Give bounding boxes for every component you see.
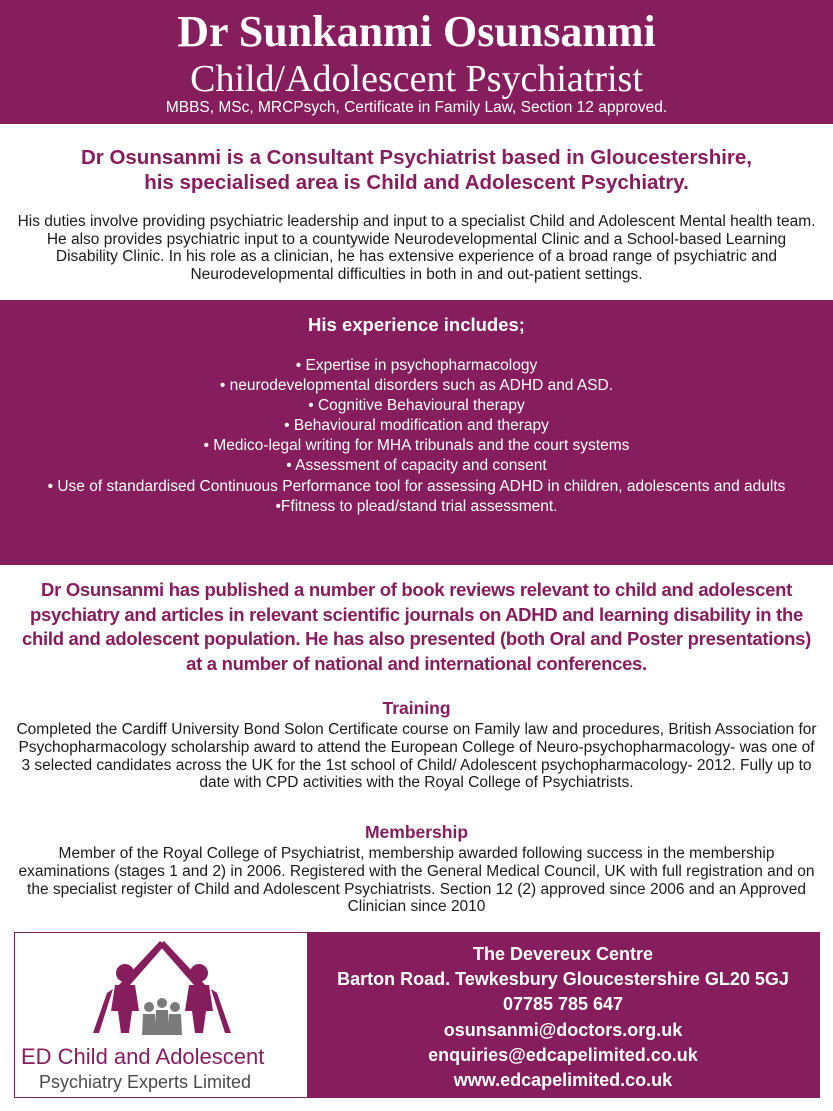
contact-website-link[interactable]: www.edcapelimited.co.uk <box>453 1070 673 1091</box>
contact-email-personal[interactable]: osunsanmi@doctors.org.uk <box>443 1019 683 1040</box>
company-logo <box>15 933 307 1097</box>
experience-panel <box>0 300 833 565</box>
experience-item: • Medico-legal writing for MHA tribunals and the court systems <box>203 437 630 455</box>
training-body: Completed the Cardiff University Bond Solon Certificate course on Family law and procedures, British Association for Psychopharmacology scholarship award to attend the European College of Neuro-psychopharmacology- was one of 3 selected candidates across the UK for the 1st school of Child/ Adolescent psychopharmacology- 2012. Fully up to date with CPD activities with the Royal College of Psychiatrists. <box>16 721 817 792</box>
contact-centre: The Devereux Centre <box>472 944 654 964</box>
experience-item: • Use of standardised Continuous Performance tool for assessing ADHD in children, adolescents and adults <box>47 477 786 495</box>
experience-item: • neurodevelopmental disorders such as ADHD and ASD. <box>219 377 614 395</box>
logo-company-name: ED Child and Adolescent <box>21 1044 265 1069</box>
contact-email-enquiries[interactable]: enquiries@edcapelimited.co.uk <box>428 1044 698 1065</box>
experience-item: • Cognitive Behavioural therapy <box>308 397 525 415</box>
header-banner <box>0 0 833 124</box>
qualifications: MBBS, MSc, MRCPsych, Certificate in Family Law, Section 12 approved. <box>165 99 668 116</box>
contact-phone[interactable]: 07785 785 647 <box>502 994 624 1015</box>
doctor-role: Child/Adolescent Psychiatrist <box>190 58 643 100</box>
membership-body: Member of the Royal College of Psychiatrist, membership awarded following success in the membership examinations (stages 1 and 2) in 2006. Registered with the General Medical Council, UK with full registration and on the specialist register of Child and Adolescent Psychiatrists. Section 12 (2) approved since 2006 and an Approved Clinician since 2010 <box>18 845 815 916</box>
intro-headline-line2: his specialised area is Child and Adolescent Psychiatry. <box>144 171 689 194</box>
contact-address: Barton Road. Tewkesbury Gloucestershire GL20 5GJ <box>337 969 789 990</box>
intro-headline <box>20 145 813 195</box>
experience-heading: His experience includes; <box>308 314 525 335</box>
experience-list <box>0 356 833 517</box>
experience-item: • Behavioural modification and therapy <box>284 417 549 435</box>
family-house-icon <box>15 933 307 1045</box>
experience-item: •Ffitness to plead/stand trial assessment. <box>275 497 558 515</box>
contact-panel <box>307 933 819 1097</box>
training-heading: Training <box>382 698 451 718</box>
experience-item: • Expertise in psychopharmacology <box>295 357 538 374</box>
intro-body: His duties involve providing psychiatric leadership and input to a specialist Child and Adolescent Mental health team. He also provides psychiatric input to a countywide Neurodevelopmental Clinic and a School-based Learning Disability Clinic. In his role as a clinician, he has extensive experience of a broad range of psychiatric and Neurodevelopmental difficulties in both in and out-patient settings. <box>17 213 816 283</box>
membership-heading: Membership <box>364 822 469 842</box>
footer <box>14 932 820 1098</box>
intro-headline-line1: Dr Osunsanmi is a Consultant Psychiatrist based in Gloucestershire, <box>80 146 752 169</box>
logo-company-subtitle: Psychiatry Experts Limited <box>39 1072 252 1092</box>
doctor-name: Dr Sunkanmi Osunsanmi <box>177 7 656 56</box>
experience-item: • Assessment of capacity and consent <box>286 457 547 475</box>
publications-summary: Dr Osunsanmi has published a number of book reviews relevant to child and adolescent psychiatry and articles in relevant scientific journals on ADHD and learning disability in the child and adolescent population. He has also presented (both Oral and Poster presentations) at a number of national and international conferences. <box>22 579 811 674</box>
